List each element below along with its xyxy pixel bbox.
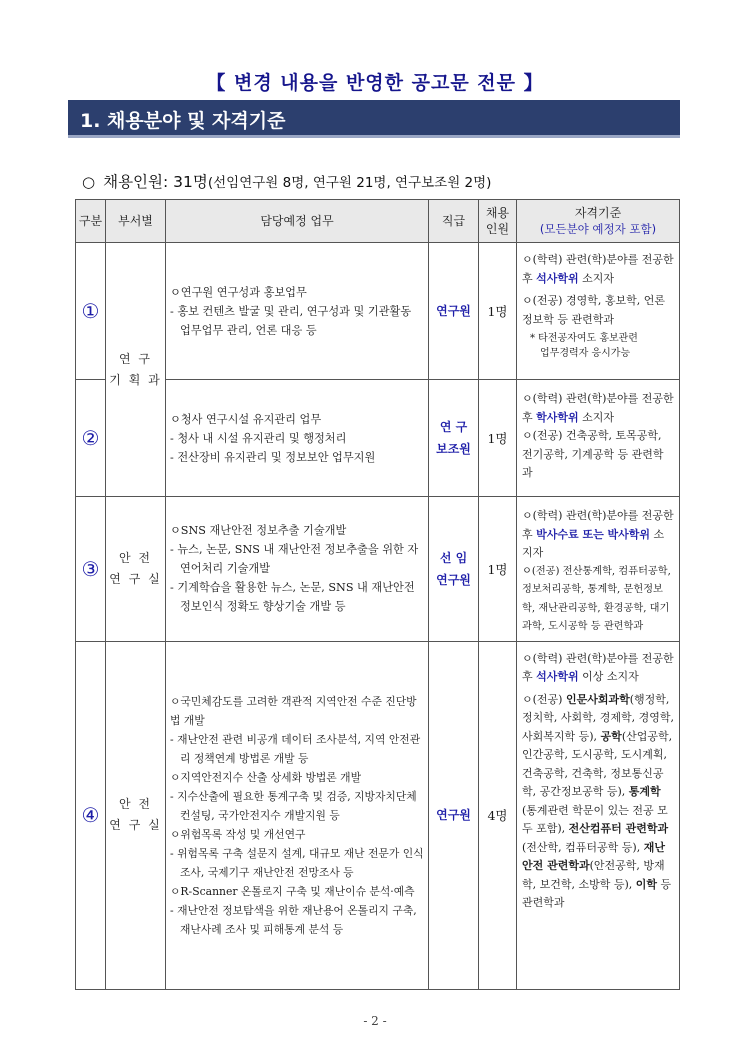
header-count: 채용 인원	[479, 200, 517, 243]
count-cell: 4명	[479, 641, 517, 989]
recruit-summary	[82, 170, 491, 192]
recruit-main: 채용인원: 31명	[103, 173, 208, 191]
header-rank: 직급	[429, 200, 479, 243]
recruit-detail: (선임연구원 8명, 연구원 21명, 연구보조원 2명)	[207, 175, 492, 191]
header-dept: 부서별	[106, 200, 166, 243]
dept-cell: 안 전 연 구 실	[106, 497, 166, 642]
count-cell: 1명	[479, 243, 517, 380]
header-qual: 자격기준 (모든분야 예정자 포함)	[517, 200, 680, 243]
count-cell: 1명	[479, 497, 517, 642]
row-number: ③	[76, 497, 106, 642]
header-duty: 담당예정 업무	[166, 200, 429, 243]
qual-cell: ㅇ(학력) 관련(학)분야를 전공한 후 석사학위 소지자 ㅇ(전공) 경영학, 홍보학, 언론정보학 등 관련학과 * 타전공자여도 홍보관련 업무경력자 응시가능	[517, 243, 680, 380]
count-cell: 1명	[479, 380, 517, 497]
table-row	[76, 380, 680, 497]
dept-cell: 안 전 연 구 실	[106, 641, 166, 989]
rank-cell: 연구원	[429, 641, 479, 989]
duty-cell: ㅇ청사 연구시설 유지관리 업무 - 청사 내 시설 유지관리 및 행정처리 - 전산장비 유지관리 및 정보보안 업무지원	[166, 380, 429, 497]
qual-cell: ㅇ(학력) 관련(학)분야를 전공한 후 석사학위 이상 소지자 ㅇ(전공) 인문사회과학(행정학, 정치학, 사회학, 경제학, 경영학, 사회복지학 등), 공학(산업공학, 인간공학, 도시공학, 도시계획, 건축공학, 건축학, 정보통신공학, 공간정보공학 등), 통계학(통계관련 학문이 있는 전공 모두 포함), 전산컴퓨터 관련학과(전산학, 컴퓨터공학 등), 재난안전 관련학과(안전공학, 방재학, 보건학, 소방학 등), 이학 등 관련학과	[517, 641, 680, 989]
duty-cell: ㅇSNS 재난안전 정보추출 기술개발 - 뉴스, 논문, SNS 내 재난안전 정보추출을 위한 자연어처리 기술개발 - 기계학습을 활용한 뉴스, 논문, SNS 내 재난안전 정보인식 정확도 향상기술 개발 등	[166, 497, 429, 642]
section-header	[68, 100, 680, 138]
qual-cell: ㅇ(학력) 관련(학)분야를 전공한 후 박사수료 또는 박사학위 소지자 ㅇ(전공) 전산통계학, 컴퓨터공학, 정보처리공학, 통계학, 문헌정보학, 재난관리공학, 환경공학, 대기과학, 도시공학 등 관련학과	[517, 497, 680, 642]
qual-cell: ㅇ(학력) 관련(학)분야를 전공한 후 학사학위 소지자 ㅇ(전공) 건축공학, 토목공학, 전기공학, 기계공학 등 관련학과	[517, 380, 680, 497]
table-row	[76, 497, 680, 642]
table-header-row	[76, 200, 680, 243]
duty-cell: ㅇ연구원 연구성과 홍보업무 - 홍보 컨텐츠 발굴 및 관리, 연구성과 및 기관활동 업무업무 관리, 언론 대응 등	[166, 243, 429, 380]
section-title: 1. 채용분야 및 자격기준	[80, 110, 286, 132]
rank-cell: 연구원	[429, 243, 479, 380]
header-no: 구분	[76, 200, 106, 243]
rank-cell: 선 임 연구원	[429, 497, 479, 642]
table-row	[76, 641, 680, 989]
document-title: 【 변경 내용을 반영한 공고문 전문 】	[206, 72, 544, 94]
rank-cell: 연 구 보조원	[429, 380, 479, 497]
row-number: ②	[76, 380, 106, 497]
dept-cell: 연 구 기 획 과	[106, 243, 166, 497]
bullet-icon: ○	[82, 173, 96, 191]
page-number: - 2 -	[363, 1014, 387, 1028]
row-number: ①	[76, 243, 106, 380]
recruit-table	[75, 199, 680, 990]
row-number: ④	[76, 641, 106, 989]
duty-cell: ㅇ국민체감도를 고려한 객관적 지역안전 수준 진단방법 개발 - 재난안전 관련 비공개 데이터 조사분석, 지역 안전관리 정책연계 방법론 개발 등 ㅇ지역안전지수 산출 상세화 방법론 개발 - 지수산출에 필요한 통계구축 및 검증, 지방자치단체 컨설팅, 국가안전지수 개발지원 등 ㅇ위험목록 작성 및 개선연구 - 위험목록 구축 설문지 설계, 대규모 재난 전문가 인식조사, 국제기구 재난안전 전망조사 등 ㅇR-Scanner 온톨로지 구축 및 재난이슈 분석·예측 - 재난안전 정보탐색을 위한 재난용어 온톨리지 구축, 재난사례 조사 및 피해통계 분석 등	[166, 641, 429, 989]
table-row	[76, 243, 680, 380]
